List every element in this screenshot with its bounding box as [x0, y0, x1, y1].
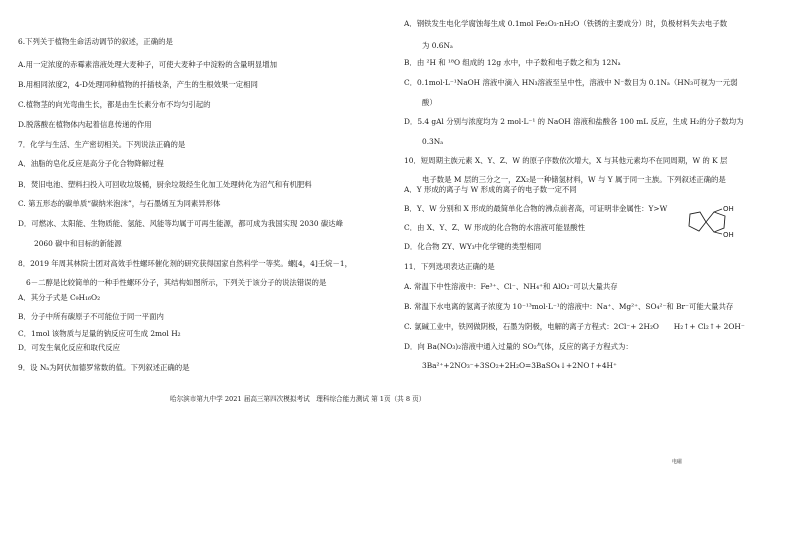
q8-stem-continued: 6－二醇是比较简单的一种手性螺环分子，其结构如图所示，下列关于该分子的说法错误的是 — [26, 278, 327, 287]
q10-option-b: B．Y、W 分别和 X 形成的最简单化合物的沸点前者高，可证明非金属性：Y>W — [404, 204, 668, 213]
q6-option-d: D.脱落酸在植物体内起着信息传递的作用 — [18, 120, 152, 129]
left-ring — [689, 212, 706, 231]
corner-mark: 电磁 — [672, 459, 683, 465]
q9-option-c-continued: 酸） — [422, 98, 437, 107]
spiro-diol-structure-diagram — [686, 197, 742, 247]
q11-option-a: A. 常温下中性溶液中：Fe³⁺、Cl⁻、NH₄⁺和 AlO₂⁻可以大量共存 — [404, 282, 618, 291]
q10-option-c: C．由 X、Y、Z、W 形成的化合物的水溶液可能显酸性 — [404, 223, 586, 232]
q6-option-c: C.植物茎的向光弯曲生长，都是由生长素分布不均匀引起的 — [18, 100, 211, 109]
q9-option-b: B．由 ²H 和 ¹⁸O 组成的 12g 水中，中子数和电子数之和为 12Nₐ — [404, 58, 621, 67]
q10-option-a: A．Y 形成的离子与 W 形成的离子的电子数一定不同 — [404, 185, 577, 194]
q7-option-b: B．焚旧电池、塑料扫投入可回收垃圾桶，厨余垃圾经生化加工处理转化为沼气和有机肥料 — [18, 180, 312, 189]
q11-option-b: B. 常温下水电离的氢离子浓度为 10⁻¹³mol·L⁻¹的溶液中：Na⁺、Mg²⁺、SO₄²⁻和 Br⁻可能大量共存 — [404, 302, 734, 311]
right-ring — [706, 212, 725, 232]
hydroxyl-bottom-label: OH — [723, 231, 734, 239]
q8-option-b: B．分子中所有碳原子不可能位于同一平面内 — [18, 312, 164, 321]
q8-option-d: D．可发生氧化反应和取代反应 — [18, 343, 121, 352]
page-footer: 哈尔滨市第九中学 2021 届高三第四次模拟考试 理科综合能力测试 第 1页（共 8 页） — [170, 395, 426, 403]
q6-option-a: A.用一定浓度的赤霉素溶液处理大麦种子，可使大麦种子中淀粉的含量明显增加 — [18, 60, 277, 69]
q6-stem: 6.下列关于植物生命活动调节的叙述，正确的是 — [18, 37, 173, 46]
hydroxyl-top-label: OH — [723, 205, 734, 213]
q11-option-d-equation: 3Ba²⁺+2NO₃⁻+3SO₂+2H₂O=3BaSO₄↓+2NO↑+4H⁺ — [422, 361, 617, 370]
q9-option-d: D．5.4 gAl 分别与浓度均为 2 mol·L⁻¹ 的 NaOH 溶液和盐酸各 100 mL 反应，生成 H₂的分子数均为 — [404, 117, 744, 126]
q6-option-b: B.用相同浓度2，4-D处理同种植物的扦插枝条，产生的生根效果一定相同 — [18, 80, 258, 89]
q10-stem: 10．短周期主族元素 X、Y、Z、W 的原子序数依次增大，X 与其他元素均不在同周期，W 的 K 层 — [404, 156, 728, 165]
q8-option-a: A．其分子式是 C₉H₁₆O₂ — [18, 293, 101, 302]
q10-stem-continued: 电子数是 M 层的三分之一，ZX₂是一种储氢材料，W 与 Y 属于同一主族。下列叙述正确的是 — [422, 175, 726, 184]
q11-option-d: D．向 Ba(NO₃)₂溶液中通入过量的 SO₂气体，反应的离子方程式为： — [404, 342, 633, 351]
q8-stem: 8．2019 年周其林院士团对高效手性螺环催化剂的研究获得国家自然科学一等奖。螺[4，4]壬烷－1， — [18, 259, 352, 268]
q11-option-c: C. 氯碱工业中，铁网做阴极，石墨为阴极，电解的离子方程式：2Cl⁻+ 2H₂O H₂↑+ Cl₂↑+ 2OH⁻ — [404, 322, 745, 331]
q9-option-c: C．0.1mol·L⁻¹NaOH 溶液中滴入 HN₃溶液至呈中性，溶液中 N⁻数目为 0.1Nₐ（HN₃可视为一元弱 — [404, 78, 738, 87]
q7-option-c: C. 第五形态的碳单质“碳纳米泡沫”，与石墨烯互为同素异形体 — [18, 199, 221, 208]
q8-option-c: C．1mol 该物质与足量的钠反应可生成 2mol H₂ — [18, 329, 181, 338]
q7-option-a: A．油脂的皂化反应是高分子化合物降解过程 — [18, 159, 164, 168]
q9-option-a: A．钢铁发生电化学腐蚀每生成 0.1mol Fe₂O₃·nH₂O（铁锈的主要成分）时，负极材料失去电子数 — [404, 19, 728, 28]
q9-option-a-continued: 为 0.6Nₐ — [422, 41, 453, 50]
q7-option-d: D．可燃冰、太阳能、生物质能、氢能、风能等均属于可再生能源，都可成为我国实现 2030 碳达峰 — [18, 219, 344, 228]
q7-option-d-continued: 2060 碳中和目标的新能源 — [34, 239, 122, 248]
q7-stem: 7．化学与生活、生产密切相关。下列说法正确的是 — [18, 140, 186, 149]
q11-stem: 11．下列选项表达正确的是 — [404, 262, 495, 271]
q9-stem: 9．设 Nₐ为阿伏加德罗常数的值。下列叙述正确的是 — [18, 363, 190, 372]
q10-option-d: D．化合物 ZY、WY₃中化学键的类型相同 — [404, 242, 542, 251]
q9-option-d-continued: 0.3Nₐ — [422, 137, 444, 146]
